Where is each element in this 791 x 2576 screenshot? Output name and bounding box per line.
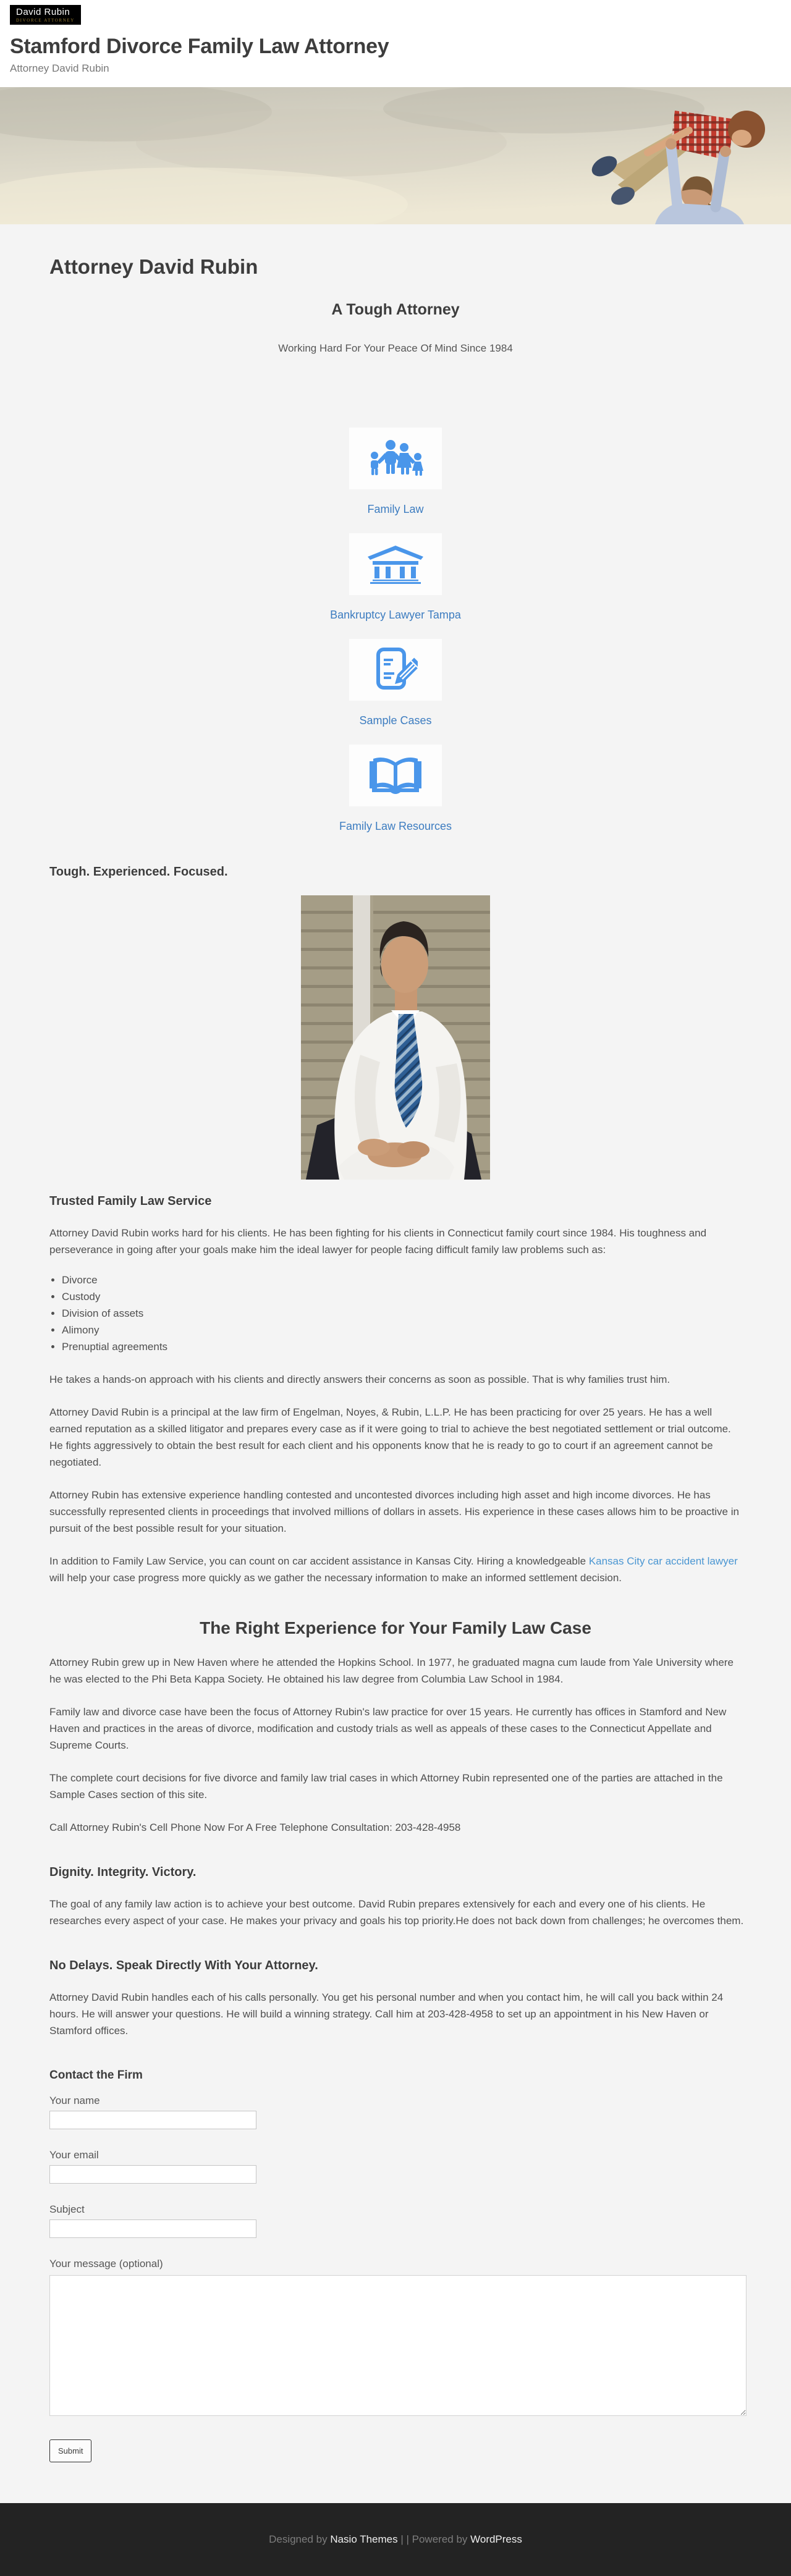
service-item-prenuptial: • Prenuptial agreements bbox=[62, 1338, 747, 1355]
resources-link[interactable]: Family Law Resources bbox=[339, 820, 452, 833]
father-child-hero-illustration bbox=[0, 87, 791, 224]
site-tagline: Attorney David Rubin bbox=[10, 62, 109, 75]
nasio-themes-link[interactable]: Nasio Themes bbox=[330, 2533, 398, 2546]
kansas-city-lawyer-link[interactable]: Kansas City car accident lawyer bbox=[588, 1555, 738, 1568]
attorney-portrait-illustration bbox=[301, 895, 490, 1180]
dignity-heading: Dignity. Integrity. Victory. bbox=[49, 1865, 197, 1880]
bankruptcy-link[interactable]: Bankruptcy Lawyer Tampa bbox=[330, 609, 461, 622]
contact-heading: Contact the Firm bbox=[49, 2069, 143, 2082]
trusted-heading: Trusted Family Law Service bbox=[49, 1194, 212, 1209]
quick-links bbox=[44, 428, 747, 833]
kc-text-before: In addition to Family Law Service, you can count on car accident assistance in Kansas City. Hiring a knowledgeable bbox=[49, 1555, 589, 1568]
message-textarea[interactable] bbox=[49, 2275, 747, 2416]
email-label: Your email bbox=[49, 2149, 99, 2161]
paragraph-offices: Family law and divorce case have been the focus of Attorney Rubin's law practice for over 15 years. He currently has offices in Stamford and New Haven and practices in the areas of divorce, modification and custody trials as well as appeals of these cases to the Connecticut Appellate and Supreme Courts. bbox=[49, 1706, 727, 1752]
page-title: Attorney David Rubin bbox=[49, 255, 258, 279]
site-title: Stamford Divorce Family Law Attorney bbox=[10, 35, 389, 59]
sample-cases-card bbox=[349, 639, 442, 701]
kc-text-after: will help your case progress more quickly as we gather the necessary information to make an informed settlement decision. bbox=[49, 1572, 622, 1584]
message-label: Your message (optional) bbox=[49, 2258, 163, 2270]
site-footer bbox=[0, 2503, 791, 2576]
footer-credits bbox=[269, 2533, 522, 2546]
paragraph-experience: Attorney Rubin has extensive experience handling contested and uncontested divorces including high asset and high income divorces. He has successfully represented clients in proceedings that involved millions of dollars in assets. His experience in these cases allows him to be proactive in pursuit of the best possible result for your situation. bbox=[49, 1489, 739, 1535]
hero-image bbox=[0, 87, 791, 224]
no-delays-heading: No Delays. Speak Directly With Your Attorney. bbox=[49, 1959, 318, 1973]
paragraph-court-decisions: The complete court decisions for five divorce and family law trial cases in which Attorney Rubin represented one of the parties are attached in the Sample Cases section of this site. bbox=[49, 1772, 723, 1801]
family-icon bbox=[366, 439, 425, 478]
paragraph-hands-on: He takes a hands-on approach with his clients and directly answers their concerns as soon as possible. That is why families trust him. bbox=[49, 1374, 670, 1386]
paragraph-education: Attorney Rubin grew up in New Haven where he attended the Hopkins School. In 1977, he graduated magna cum laude from Yale University where he was elected to the Phi Beta Kappa Society. He obtained his law degree from Columbia Law School in 1984. bbox=[49, 1657, 734, 1686]
contact-form bbox=[49, 2095, 747, 2462]
resources-card bbox=[349, 745, 442, 806]
site-logo[interactable] bbox=[10, 5, 81, 25]
service-item-divorce: • Divorce bbox=[62, 1272, 747, 1288]
open-book-icon bbox=[367, 755, 424, 796]
name-label: Your name bbox=[49, 2095, 100, 2107]
paragraph-intro: Attorney David Rubin works hard for his clients. He has been fighting for his clients in Connecticut family court since 1984. His toughness and perseverance in going after your goals make him the ideal lawyer for people facing difficult family law problems such as: bbox=[49, 1227, 707, 1256]
powered-by-text: | | Powered by bbox=[397, 2533, 471, 2546]
right-experience-heading: The Right Experience for Your Family Law Case bbox=[200, 1618, 591, 1638]
name-input[interactable] bbox=[49, 2111, 256, 2129]
document-pencil-icon bbox=[373, 648, 418, 692]
paragraph-calls: Attorney David Rubin handles each of his calls personally. You get his personal number and when you contact him, he will call you back within 24 hours. He will answer your questions. He will build a winning strategy. Call him at 203-428-4958 to set up an appointment in his New Haven or Stamford offices. bbox=[49, 1991, 724, 2037]
courthouse-icon bbox=[366, 544, 425, 584]
paragraph-call-phone: Call Attorney Rubin's Cell Phone Now For A Free Telephone Consultation: 203-428-4958 bbox=[49, 1822, 461, 1834]
paragraph-kansas-city bbox=[49, 1553, 747, 1586]
designed-by-text: Designed by bbox=[269, 2533, 331, 2546]
family-law-card bbox=[349, 428, 442, 489]
service-item-assets: • Division of assets bbox=[62, 1305, 747, 1322]
paragraph-goal: The goal of any family law action is to achieve your best outcome. David Rubin prepares extensively for each and every one of his clients. He researches every aspect of your case. He makes your privacy and goals his top priority.He does not back down from challenges; he overcomes them. bbox=[49, 1898, 744, 1927]
sample-cases-link[interactable]: Sample Cases bbox=[359, 714, 432, 727]
wordpress-link[interactable]: WordPress bbox=[470, 2533, 522, 2546]
tagline-subheading: Working Hard For Your Peace Of Mind Since 1984 bbox=[278, 342, 513, 355]
subject-label: Subject bbox=[49, 2203, 85, 2216]
tagline-heading: A Tough Attorney bbox=[331, 301, 460, 319]
submit-button[interactable]: Submit bbox=[49, 2439, 91, 2462]
site-header bbox=[0, 0, 791, 87]
family-law-link[interactable]: Family Law bbox=[367, 503, 424, 516]
service-item-alimony: • Alimony bbox=[62, 1322, 747, 1338]
logo-subtitle: DIVORCE ATTORNEY bbox=[16, 17, 75, 23]
service-item-custody: • Custody bbox=[62, 1288, 747, 1305]
main-content bbox=[0, 224, 791, 2475]
subject-input[interactable] bbox=[49, 2219, 256, 2238]
paragraph-firm: Attorney David Rubin is a principal at the law firm of Engelman, Noyes, & Rubin, L.L.P. He has been practicing for over 25 years. He has a well earned reputation as a skilled litigator and prepares every case as if it were going to trial to achieve the best negotiated settlement or trial outcome. He fights aggressively to obtain the best result for each client and his opponents know that he is ready to go to court if an agreement cannot be negotiated. bbox=[49, 1406, 731, 1469]
tough-heading: Tough. Experienced. Focused. bbox=[49, 865, 228, 879]
attorney-photo bbox=[301, 895, 490, 1180]
bankruptcy-card bbox=[349, 533, 442, 595]
logo-title: David Rubin bbox=[16, 7, 70, 17]
email-input[interactable] bbox=[49, 2165, 256, 2184]
services-list bbox=[62, 1272, 747, 1355]
